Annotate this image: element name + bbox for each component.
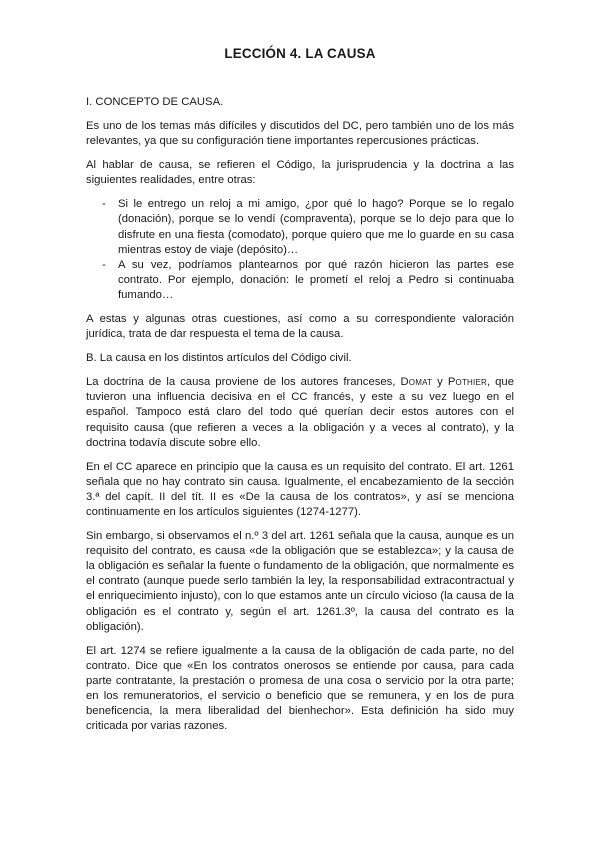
- doctrina-text-a: La doctrina de la causa proviene de los autores franceses,: [86, 376, 401, 389]
- list-item-text: A su vez, podríamos plantearnos por qué razón hicieron las partes ese contrato. Por ejemplo, donación: le prometí el reloj a Pedro si continuaba fumando…: [118, 258, 514, 301]
- section-heading-concepto: I. CONCEPTO DE CAUSA.: [86, 96, 224, 108]
- page-title: LECCIÓN 4. LA CAUSA: [224, 46, 376, 61]
- doctrina-text-b: , que tuvieron una influencia decisiva en el CC francés, y este a su vez luego en el español. Tampoco está claro del todo qué querían decir estos autores con el requisito causa (que refieren a veces a la obligación y a veces al contrato), y la doctrina todavía discute sobre ello.: [86, 376, 514, 449]
- paragraph-respuesta: A estas y algunas otras cuestiones, así como a su correspondiente valoración jurídica, trata de dar respuesta el tema de la causa.: [86, 313, 514, 341]
- section-heading-articulos: B. La causa en los distintos artículos del Código civil.: [86, 352, 352, 365]
- author-pothier: Pothier: [447, 376, 487, 389]
- list-dash: -: [102, 258, 106, 271]
- paragraph-realidades: Al hablar de causa, se refieren el Código, la jurisprudencia y la doctrina a las siguientes realidades, entre otras:: [86, 159, 514, 187]
- paragraph-art-1261: En el CC aparece en principio que la causa es un requisito del contrato. El art. 1261 señala que no hay contrato sin causa. Igualmente, el encabezamiento de la sección 3.ª del capít. II del tít. II es «De la causa de los contratos», y así se menciona continuamente en los artículos siguientes (1274-1277).: [86, 460, 514, 518]
- paragraph-intro: Es uno de los temas más difíciles y discutidos del DC, pero también uno de los más relevantes, ya que su configuración tiene importantes repercusiones prácticas.: [86, 120, 514, 148]
- paragraph-doctrina: [86, 375, 514, 450]
- list-item: [86, 197, 514, 257]
- list-item: [86, 258, 514, 303]
- paragraph-sin-embargo: Sin embargo, si observamos el n.º 3 del art. 1261 señala que la causa, aunque es un requisito del contrato, es causa «de la obligación que se establezca»; y la causa de la obligación es señalar la fuente o fundamento de la obligación, que normalmente es el contrato (aunque puede serlo también la ley, la responsabilidad extracontractual y el enriquecimiento injusto), con lo que estamos ante un círculo vicioso (la causa de la obligación es el contrato y, según el art. 1261.3º, la causa del contrato es la obligación).: [86, 530, 514, 633]
- list-dash: -: [102, 198, 106, 211]
- author-domat: Domat: [400, 376, 433, 389]
- doctrina-text-y: y: [432, 376, 448, 389]
- list-item-text: Si le entrego un reloj a mi amigo, ¿por qué lo hago? Porque se lo regalo (donación), porque se lo vendí (compraventa), porque se lo dejo para que lo disfrute en una fiesta (comodato), porque quiero que me lo guarde en su casa mientras estoy de viaje (depósito)…: [118, 198, 514, 256]
- examples-list: [86, 197, 514, 303]
- paragraph-art-1274: El art. 1274 se refiere igualmente a la causa de la obligación de cada parte, no del contrato. Dice que «En los contratos onerosos se entiende por causa, para cada parte contratante, la prestación o promesa de una cosa o servicio por la otra parte; en los remuneratorios, el servicio o beneficio que se remunera, y en los de pura beneficencia, la mera liberalidad del bienhechor». Esta definición ha sido muy criticada por varias razones.: [86, 644, 514, 733]
